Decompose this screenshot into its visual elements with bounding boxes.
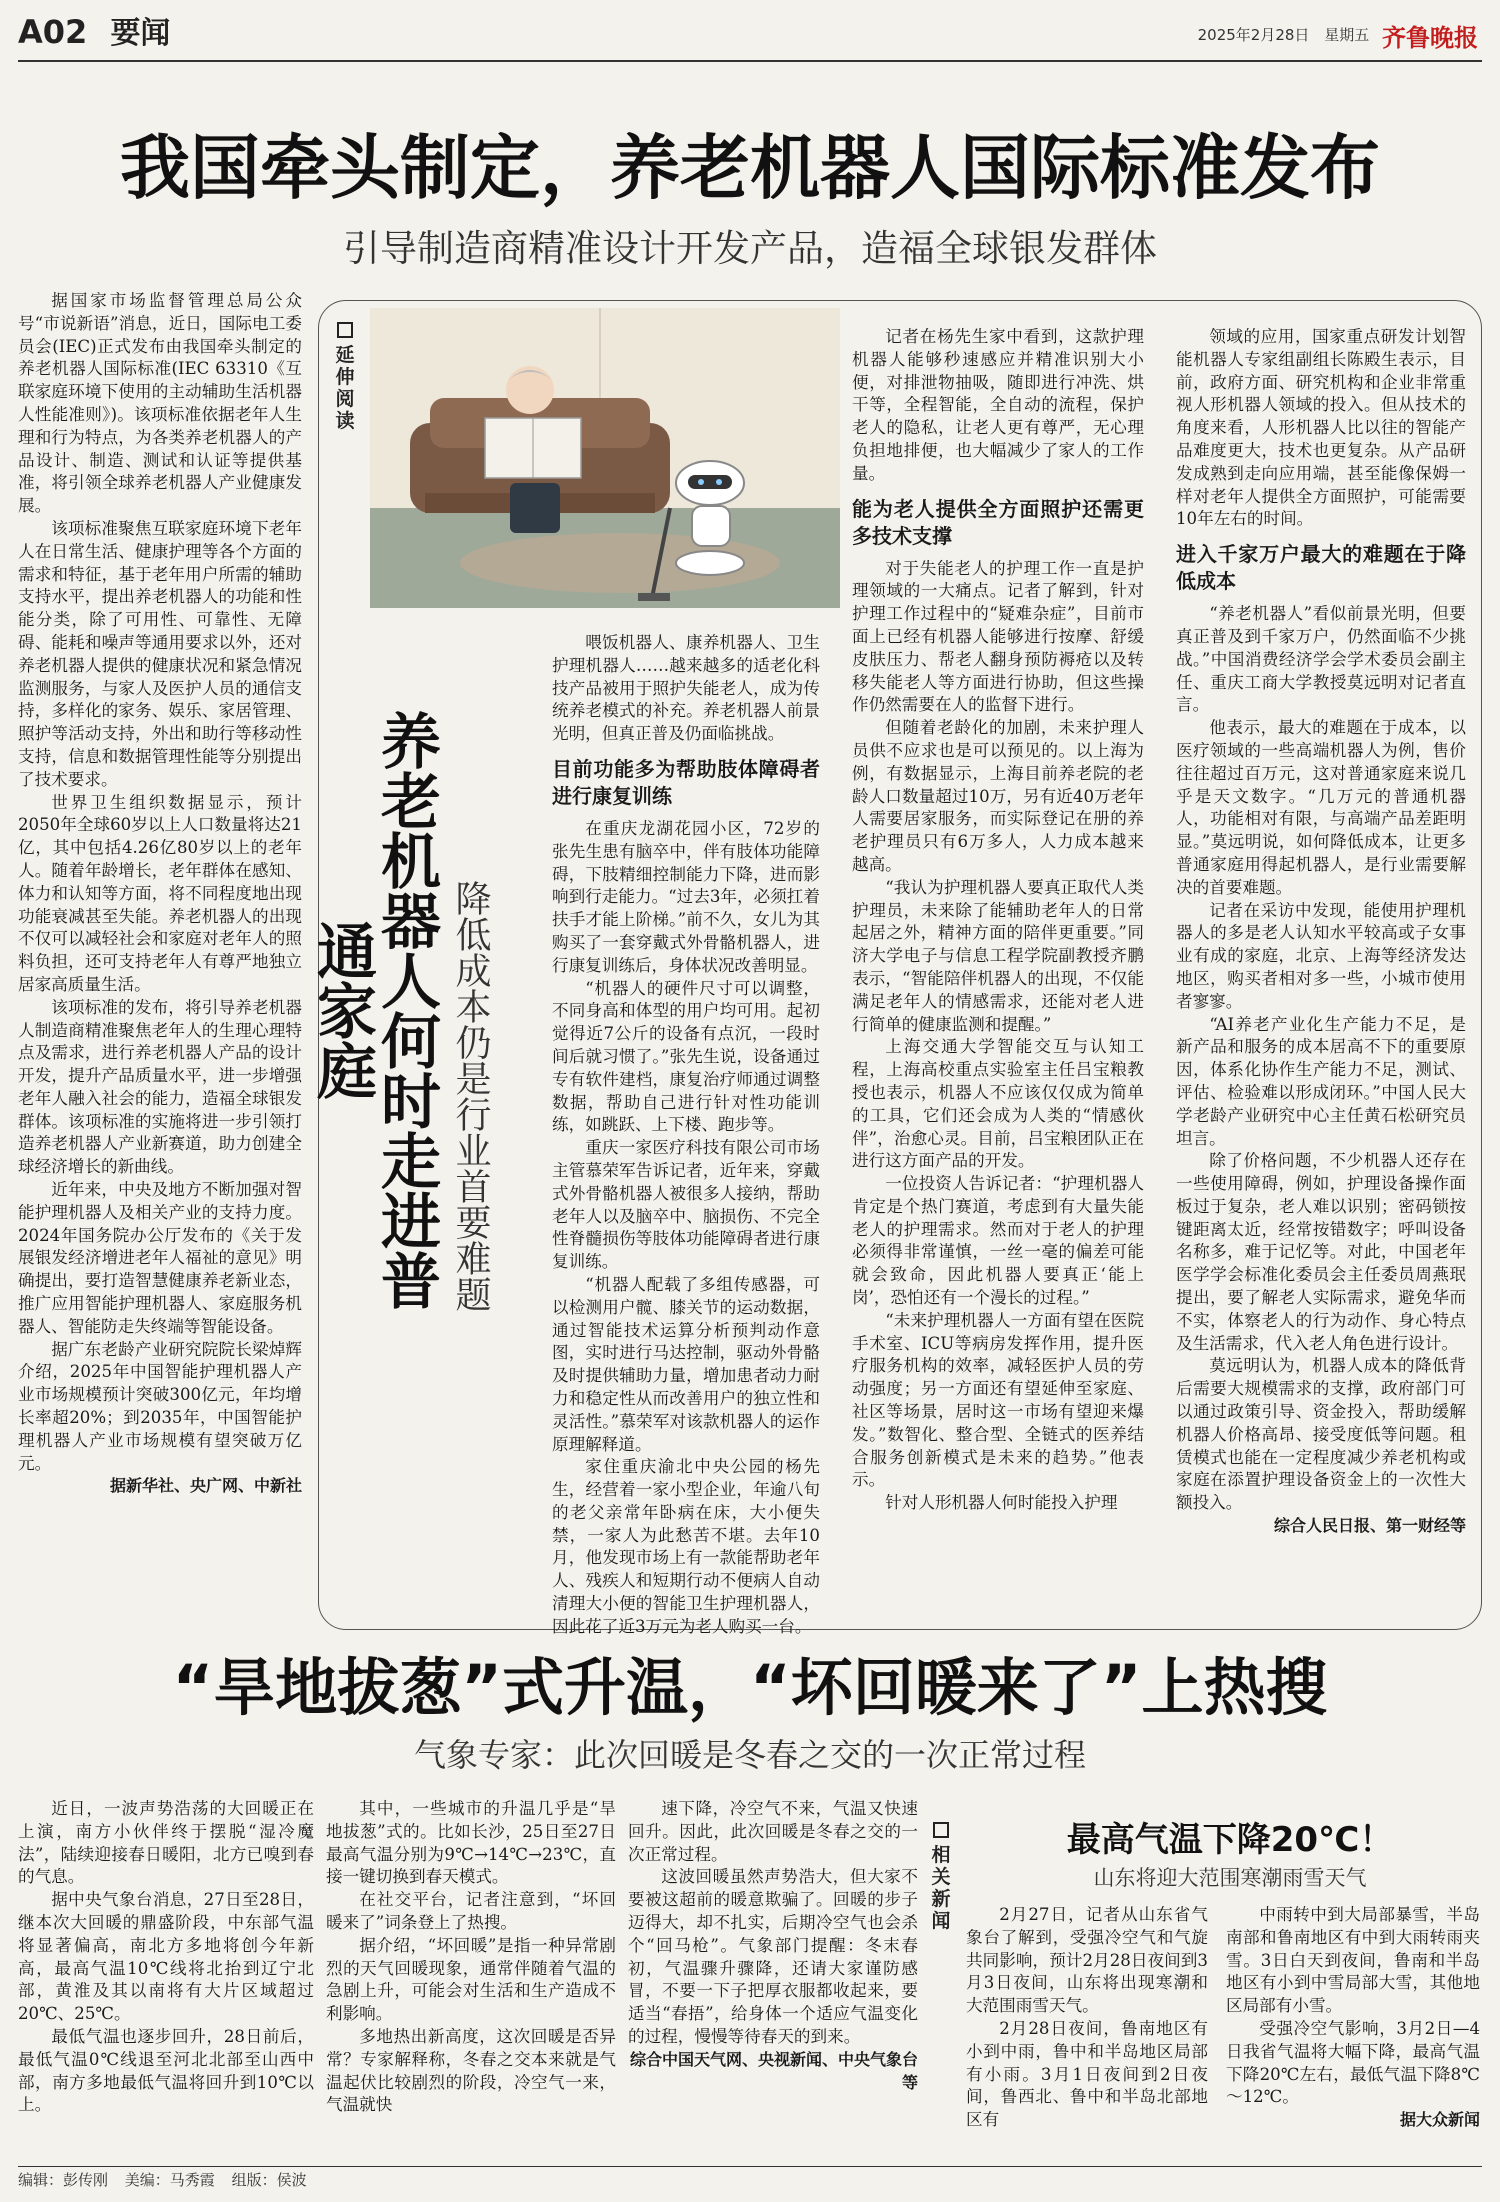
paragraph: 在社交平台，记者注意到，“坏回暖来了”词条登上了热搜。	[326, 1890, 616, 1932]
paragraph: “机器人配载了多组传感器，可以检测用户髋、膝关节的运动数据，通过智能技术运算分析预判动作意图，实时进行马达控制，驱动外骨骼及时提供辅助力量，增加患者动力耐力和稳定性从而改善用户的独立性和灵活性。”慕荣军对该款机器人的运作原理解释道。	[552, 1274, 820, 1454]
paragraph: 最低气温也逐步回升，28日前后，最低气温0℃线退至河北北部至山西中部，南方多地最低气温将回升到10℃以上。	[18, 2026, 314, 2115]
tag-square-icon	[337, 322, 353, 338]
designer-credit: 美编：马秀霞	[124, 2171, 215, 2189]
paragraph: 据广东老龄产业研究院院长梁焯辉介绍，2025年中国智能护理机器人产业市场规模预计突破300亿元，年均增长率超20%；到2035年，中国智能护理机器人产业市场规模有望突破万亿元。	[18, 1339, 302, 1473]
related-column-2	[1226, 1904, 1480, 2148]
editorial-credits	[18, 2169, 307, 2190]
paragraph: 但随着老龄化的加剧，未来护理人员供不应求也是可以预见的。以上海为例，有数据显示，上海目前养老院的老龄人口数量超过10万，另有近40万老年人需要居家服务，而实际登记在册的养老护理员只有6万多人，人力成本越来越高。	[852, 718, 1144, 874]
section-heading: 进入千家万户最大的难题在于降低成本	[1176, 542, 1466, 594]
issue-weekday: 星期五	[1324, 26, 1370, 44]
related-title: 最高气温下降20℃！	[1066, 1820, 1394, 1860]
weather-column-1	[18, 1798, 314, 2148]
feature-column-3	[852, 326, 1144, 1622]
paragraph: 领域的应用，国家重点研发计划智能机器人专家组副组长陈殿生表示，目前，政府方面、研究机构和企业非常重视人形机器人领域的投入。但从技术的角度来看，人形机器人比以往的智能产品难度更大，技术也更复杂。从产品研发成熟到走向应用端，甚至能像保姆一样对老年人提供全方面照护，可能需要10年左右的时间。	[1176, 327, 1466, 529]
paper-logo: 齐鲁晚报	[1382, 23, 1478, 52]
paragraph: 记者在杨先生家中看到，这款护理机器人能够秒速感应并精准识别大小便，对排泄物抽吸，随即进行冲洗、烘干等，全程智能，全自动的流程，保护老人的隐私，让老人更有尊严，无心理负担地排便，也大幅减少了家人的工作量。	[852, 327, 1144, 483]
article-column-1	[18, 290, 302, 1620]
paragraph: 莫远明认为，机器人成本的降低背后需要大规模需求的支撑，政府部门可以通过政策引导、资金投入，帮助缓解机器人价格高昂、接受度低等问题。租赁模式也能在一定程度减少养老机构或家庭在添置护理设备资金上的一次性大额投入。	[1176, 1356, 1466, 1513]
editor-credit: 编辑：彭传刚	[18, 2171, 109, 2189]
feature-column-4	[1176, 326, 1466, 1622]
paragraph: 中雨转中到大局部暴雪，半岛南部和鲁南地区有中到大雨转雨夹雪。3日白天到夜间，鲁南和半岛地区有小到中雪局部大雪，其他地区局部有小雪。	[1226, 1905, 1480, 2016]
main-headline: 我国牵头制定，养老机器人国际标准发布	[120, 127, 1380, 209]
paragraph: “机器人的硬件尺寸可以调整，不同身高和体型的用户均可用。起初觉得近7公斤的设备有点沉，一段时间后就习惯了。”张先生说，设备通过专有软件建档，康复治疗师通过调整数据，帮助自己进行针对性功能训练，如跳跃、上下楼、跑步等。	[552, 978, 820, 1135]
paragraph: 世界卫生组织数据显示，预计2050年全球60岁以上人口数量将达21亿，其中包括4.26亿80岁以上的老年人。随着年龄增长，老年群体在感知、体力和认知等方面，将不同程度地出现功能衰减甚至失能。养老机器人的出现不仅可以减轻社会和家庭对老年人的照料负担，还可支持老年人有尊严地独立居家高质量生活。	[18, 792, 302, 994]
paragraph: 2月28日夜间，鲁南地区有小到中雨，鲁中和半岛地区局部有小雨。3月1日夜间到2日夜间，鲁西北、鲁中和半岛北部地区有	[966, 2018, 1208, 2130]
paragraph: 除了价格问题，不少机器人还存在一些使用障碍，例如，护理设备操作面板过于复杂，老人难以识别；密码锁按键距离太近，经常按错数字；呼叫设备名称多，难于记忆等。对此，中国老年医学学会标准化委员会主任委员周燕珉提出，要了解老人实际需求，避免华而不实，体察老人的行为动作、身心特点及生活需求，代入老人角色进行设计。	[1176, 1151, 1466, 1353]
weather-column-2	[326, 1798, 616, 2148]
article-source: 综合中国天气网、央视新闻、中央气象台等	[629, 2049, 918, 2092]
paragraph: “养老机器人”看似前景光明，但要真正普及到千家万户，仍然面临不少挑战。”中国消费经济学会学术委员会副主任、重庆工商大学教授莫远明对记者直言。	[1176, 604, 1466, 715]
paragraph: 喂饭机器人、康养机器人、卫生护理机器人……越来越多的适老化科技产品被用于照护失能老人，成为传统养老模式的补充。养老机器人前景光明，但真正普及仍面临挑战。	[552, 633, 820, 744]
paragraph: 在重庆龙湖花园小区，72岁的张先生患有脑卒中，伴有肢体功能障碍，下肢精细控制能力下降，进而影响到行走能力。“过去3年，必须扛着扶手才能上阶梯。”前不久，女儿为其购买了一套穿戴式外骨骼机器人，进行康复训练后，身体状况改善明显。	[552, 818, 820, 975]
weather-headline: “旱地拔葱”式升温，“坏回暖来了”上热搜	[172, 1651, 1328, 1724]
masthead-info	[1198, 18, 1478, 53]
page-number: A02	[18, 13, 88, 51]
section-name: 要闻	[110, 16, 171, 51]
tag-label: 相关新闻	[931, 1844, 951, 1932]
article-source: 据新华社、央广网、中新社	[109, 1476, 302, 1496]
paragraph: 家住重庆渝北中央公园的杨先生，经营着一家小型企业，年逾八旬的老父亲常年卧病在床，大小便失禁，一家人为此愁苦不堪。去年10月，他发现市场上有一款能帮助老年人、残疾人和短期行动不便病人自动清理大小便的智能卫生护理机器人，因此花了近3万元为老人购买一台。	[552, 1457, 820, 1636]
paragraph: 近日，一波声势浩荡的大回暖正在上演，南方小伙伴终于摆脱“湿冷魔法”，陆续迎接春日暖阳，北方已嗅到春的气息。	[18, 1799, 314, 1887]
section-heading: 目前功能多为帮助肢体障碍者进行康复训练	[552, 756, 820, 808]
paragraph: 重庆一家医疗科技有限公司市场主管慕荣军告诉记者，近年来，穿戴式外骨骼机器人被很多人接纳，帮助老年人以及脑卒中、脑损伤、不完全性脊髓损伤等肢体功能障碍者进行康复训练。	[552, 1138, 820, 1272]
article-source: 据大众新闻	[1399, 2110, 1480, 2130]
paragraph: 据国家市场监督管理总局公众号“市说新语”消息，近日，国际电工委员会(IEC)正式发布由我国牵头制定的养老机器人国际标准(IEC 63310《互联家庭环境下使用的主动辅助生活机器人性能准则》)。该项标准依据老年人生理和行为特点，为各类养老机器人的产品设计、制造、测试和认证等提供基准，将引领全球养老机器人产业健康发展。	[18, 291, 302, 516]
robot-illustration	[370, 308, 840, 608]
paragraph: 受强冷空气影响，3月2日—4日我省气温将大幅下降，最高气温下降20℃左右，最低气温下降8℃～12℃。	[1226, 2018, 1480, 2107]
paragraph: 其中，一些城市的升温几乎是“旱地拔葱”式的。比如长沙，25日至27日最高气温分别为9℃→14℃→23℃，直接一键切换到春天模式。	[326, 1799, 616, 1887]
page-section-header	[18, 8, 170, 52]
paragraph: 他表示，最大的难题在于成本，以医疗领域的一些高端机器人为例，售价往往超过百万元，这对普通家庭来说几乎是天文数字。“几万元的普通机器人，功能相对有限，与高端产品差距明显。”莫远明说，如何降低成本，让更多普通家庭用得起机器人，是行业需要解决的首要难题。	[1176, 718, 1466, 897]
layout-credit: 组版：侯波	[231, 2171, 307, 2189]
paragraph: 记者在采访中发现，能使用护理机器人的多是老人认知水平较高或子女事业有成的家庭，北京、上海等经济发达地区，购买者相对多一些，小城市使用者寥寥。	[1176, 900, 1466, 1011]
tag-label: 延伸阅读	[335, 344, 355, 432]
paragraph: 一位投资人告诉记者：“护理机器人肯定是个热门赛道，考虑到有大量失能老人的护理需求。然而对于老人的护理必须得非常谨慎，一丝一毫的偏差可能就会致命，因此机器人要真正‘能上岗’，恐怕还有一个漫长的过程。”	[852, 1174, 1144, 1308]
paragraph: 上海交通大学智能交互与认知工程，上海高校重点实验室主任吕宝粮教授也表示，机器人不应该仅仅成为简单的工具，它们还会成为人类的“情感伙伴”，治愈心灵。目前，吕宝粮团队正在进行这方面产品的开发。	[852, 1037, 1144, 1171]
weather-column-3	[628, 1798, 918, 2148]
paragraph: “AI养老产业化生产能力不足，是新产品和服务的成本居高不下的重要原因，体系化协作生产能力不足，测试、评估、检验难以形成闭环。”中国人民大学老龄产业研究中心主任黄石松研究员坦言。	[1176, 1014, 1466, 1148]
paragraph: 近年来，中央及地方不断加强对智能护理机器人及相关产业的支持力度。2024年国务院办公厅发布的《关于发展银发经济增进老年人福祉的意见》明确提出，要打造智慧健康养老新业态，推广应用智能护理机器人、家庭服务机器人、智能防走失终端等智能设备。	[18, 1180, 302, 1336]
paragraph: 据介绍，“坏回暖”是指一种异常剧烈的天气回暖现象，通常伴随着气温的急剧上升，可能会对生活和生产造成不利影响。	[326, 1935, 616, 2024]
paragraph: “我认为护理机器人要真正取代人类护理员，未来除了能辅助老年人的日常起居之外，精神方面的陪伴更重要。”同济大学电子与信息工程学院副教授齐鹏表示，“智能陪伴机器人的出现，不仅能满足老年人的情感需求，还能对老人进行简单的健康监测和提醒。”	[852, 877, 1144, 1034]
paragraph: 2月27日，记者从山东省气象台了解到，受强冷空气和气旋共同影响，预计2月28日夜间到3月3日夜间，山东将出现寒潮和大范围雨雪天气。	[966, 1905, 1208, 2016]
footer-rule	[18, 2166, 1482, 2167]
header-rule	[18, 60, 1482, 62]
feature-title: 养老机器人何时走进普通家庭	[307, 710, 441, 1310]
paragraph: “未来护理机器人一方面有望在医院手术室、ICU等病房发挥作用，提升医疗服务机构的效率，减轻医护人员的劳动强度；另一方面还有望延伸至家庭、社区等场景，居时这一市场有望迎来爆发。”数智化、整合型、全链式的医养结合服务创新模式是未来的趋势。”他表示。	[852, 1310, 1144, 1490]
paragraph: 针对人形机器人何时能投入护理	[885, 1493, 1118, 1513]
article-source: 综合人民日报、第一财经等	[1273, 1516, 1466, 1536]
extended-reading-tag	[334, 322, 356, 432]
paragraph: 多地热出新高度，这次回暖是否异常？专家解释称，冬春之交本来就是气温起伏比较剧烈的阶段，冷空气一来，气温就快	[326, 2026, 616, 2115]
related-news-tag	[930, 1822, 952, 1932]
weather-subhead: 气象专家：此次回暖是冬春之交的一次正常过程	[413, 1736, 1086, 1774]
paragraph: 速下降，冷空气不来，气温又快速回升。因此，此次回暖是冬春之交的一次正常过程。	[628, 1799, 918, 1864]
paragraph: 该项标准的发布，将引导养老机器人制造商精准聚焦老年人的生理心理特点及需求，进行养老机器人产品的设计开发，提升产品质量水平，进一步增强老年人融入社会的能力，造福全球银发群体。该项标准的实施将进一步引领打造养老机器人产业新赛道，助力创建全球经济增长的新曲线。	[18, 997, 302, 1177]
feature-subtitle: 降低成本仍是行业首要难题	[450, 880, 491, 1312]
section-heading: 能为老人提供全方面照护还需更多技术支撑	[852, 496, 1144, 548]
related-column-1	[966, 1904, 1208, 2148]
paragraph: 该项标准聚焦互联家庭环境下老年人在日常生活、健康护理等各个方面的需求和特征，基于老年用户所需的辅助支持水平，提出养老机器人的功能和性能分类，除了可用性、可靠性、无障碍、能耗和噪声等通用要求以外，还对养老机器人提供的健康状况和紧急情况监测服务，与家人及医护人员的通信支持，多样化的家务、娱乐、家居管理、照护等活动支持，外出和助行等移动性支持，信息和数据管理性能等分别提出了技术要求。	[18, 518, 302, 789]
main-subhead: 引导制造商精准设计开发产品，造福全球银发群体	[343, 227, 1157, 270]
paragraph: 据中央气象台消息，27日至28日，继本次大回暖的鼎盛阶段，中东部气温将显著偏高，南北方多地将创今年新高，最高气温10℃线将北抬到辽宁北部，黄淮及其以南将有大片区域超过20℃、25℃。	[18, 1890, 314, 2024]
paragraph: 这波回暖虽然声势浩大，但大家不要被这超前的暖意欺骗了。回暖的步子迈得大，却不扎实，后期冷空气也会杀个“回马枪”。气象部门提醒：冬末春初，气温骤升骤降，还请大家谨防感冒，不要一下子把厚衣服都收起来，要适当“春捂”，给身体一个适应气温变化的过程，慢慢等待春天的到来。	[628, 1867, 918, 2046]
paragraph: 对于失能老人的护理工作一直是护理领域的一大痛点。记者了解到，针对护理工作过程中的“疑难杂症”，目前市面上已经有机器人能够进行按摩、舒缓皮肤压力、帮老人翻身预防褥疮以及转移失能老人等方面进行协助，但这些操作仍然需要在人的监督下进行。	[852, 558, 1144, 715]
illustration-robot-care	[370, 308, 840, 608]
feature-column-2	[552, 632, 820, 1636]
issue-date: 2025年2月28日	[1197, 26, 1310, 44]
related-subtitle: 山东将迎大范围寒潮雨雪天气	[1093, 1866, 1367, 1890]
tag-square-icon	[933, 1822, 949, 1838]
